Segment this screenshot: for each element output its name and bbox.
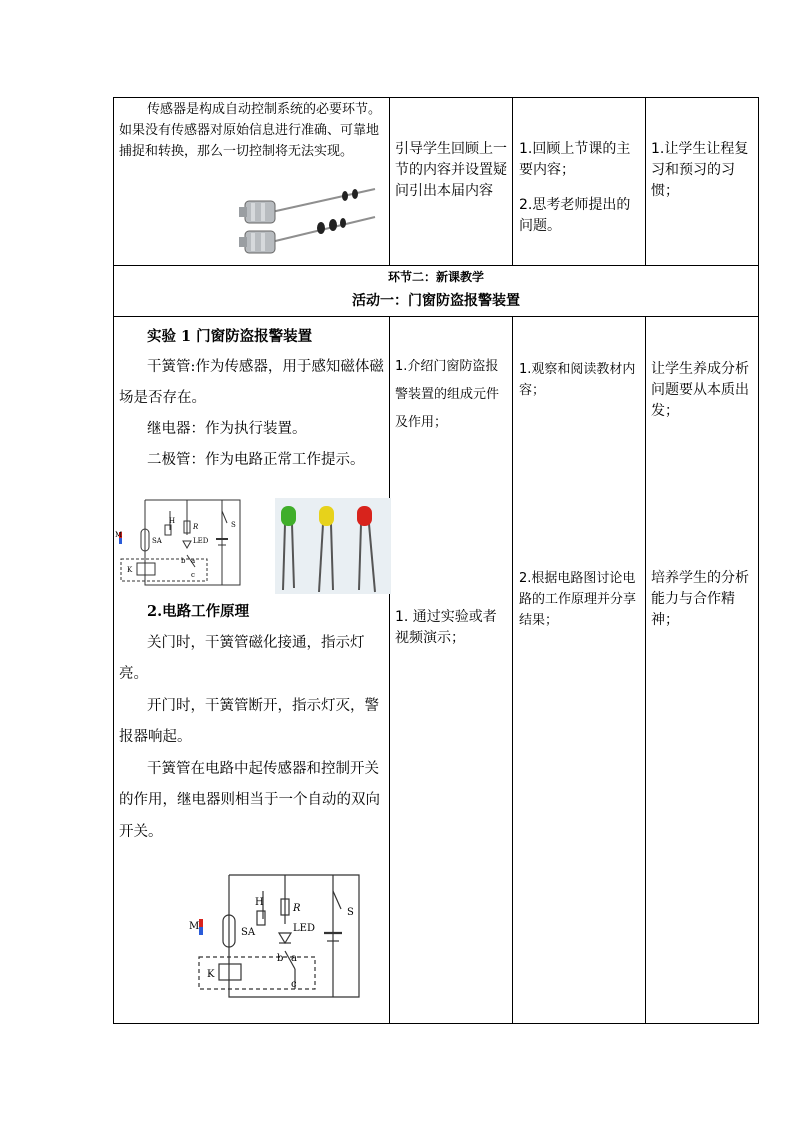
circuit-diagram-small xyxy=(115,495,243,591)
diagram-label-led: LED xyxy=(193,537,209,545)
purpose-cooperation-text: 培养学生的分析能力与合作精神； xyxy=(651,570,749,628)
student-review-text: 1.回顾上节课的主要内容； xyxy=(519,141,631,178)
teacher-demo-text: 1. 通过实验或者视频演示； xyxy=(395,609,497,646)
row2-purpose-analysis xyxy=(651,359,755,422)
relay-text: 继电器：作为执行装置。 xyxy=(147,421,307,437)
teacher-intro-text: 1.介绍门窗防盗报警装置的组成元件及作用； xyxy=(395,359,500,430)
teacher-guide-text: 引导学生回顾上一节的内容并设置疑问引出本届内容 xyxy=(395,141,507,199)
sensor-intro-text: 传感器是构成自动控制系统的必要环节。如果没有传感器对原始信息进行准确、可靠地捕捉和转换，那么一切控制将无法实现。 xyxy=(119,102,382,159)
reed-switch-text: 干簧管:作为传感器，用于感知磁体磁场是否存在。 xyxy=(119,359,384,406)
diagram-label-h: H xyxy=(169,517,176,525)
section-title: 环节二：新课教学 xyxy=(387,270,484,284)
row2-student-discuss xyxy=(519,568,641,631)
row1-student-activity xyxy=(519,139,641,237)
row2-teacher-intro xyxy=(395,353,505,437)
large-label-r: R xyxy=(293,903,301,914)
experiment-title: 实验 1 门窗防盗报警装置 xyxy=(147,328,313,345)
door-open-text: 开门时，干簧管断开，指示灯灭，警报器响起。 xyxy=(119,697,379,745)
door-close-text: 关门时，干簧管磁化接通，指示灯亮。 xyxy=(119,634,365,682)
student-observe-text: 1.观察和阅读教材内容； xyxy=(519,362,636,398)
diagram-label-a: a xyxy=(191,557,196,565)
activity-header xyxy=(113,290,759,312)
row2-purpose-cooperation xyxy=(651,568,755,631)
diagram-label-c: c xyxy=(191,571,195,579)
diagram-label-sa: SA xyxy=(152,537,162,545)
circuit-diagram-large xyxy=(189,869,365,1001)
row1-description xyxy=(119,99,385,162)
large-label-c: c xyxy=(291,979,297,990)
row2-content xyxy=(119,321,385,476)
row2-teacher-demo xyxy=(395,607,505,649)
large-label-s: S xyxy=(347,907,354,918)
diagram-label-m: M xyxy=(115,531,123,539)
row2-student-observe xyxy=(519,359,641,401)
row2-principle xyxy=(119,596,385,848)
reed-sensor-photo xyxy=(237,183,377,261)
student-think-text: 2.思考老师提出的问题。 xyxy=(519,197,631,234)
large-label-a: a xyxy=(291,953,297,964)
led-photo xyxy=(275,498,391,594)
diagram-label-r: R xyxy=(193,523,199,531)
diagram-label-s: S xyxy=(231,521,236,529)
diode-text: 二极管：作为电路正常工作提示。 xyxy=(147,452,365,468)
large-label-b: b xyxy=(277,953,284,964)
large-label-k: K xyxy=(207,969,215,980)
diagram-label-b: b xyxy=(181,557,186,565)
large-label-sa: SA xyxy=(241,927,256,938)
row1-teacher-activity xyxy=(395,139,507,202)
purpose-analysis-text: 让学生养成分析问题要从本质出发； xyxy=(651,361,749,419)
purpose-text: 1.让学生让程复习和预习的习惯； xyxy=(651,141,749,199)
student-discuss-text: 2.根据电路图讨论电路的工作原理并分享结果； xyxy=(519,571,637,628)
large-label-h: H xyxy=(255,897,264,908)
lesson-table xyxy=(113,97,759,1024)
large-label-m: M xyxy=(189,921,200,932)
large-label-led: LED xyxy=(293,923,315,934)
principle-title: 2.电路工作原理 xyxy=(147,603,250,620)
diagram-label-k: K xyxy=(127,566,133,574)
activity-title: 活动一：门窗防盗报警装置 xyxy=(352,293,520,309)
section-header xyxy=(113,267,759,287)
row1-purpose xyxy=(651,139,755,202)
role-text: 干簧管在电路中起传感器和控制开关的作用，继电器则相当于一个自动的双向开关。 xyxy=(119,760,380,840)
